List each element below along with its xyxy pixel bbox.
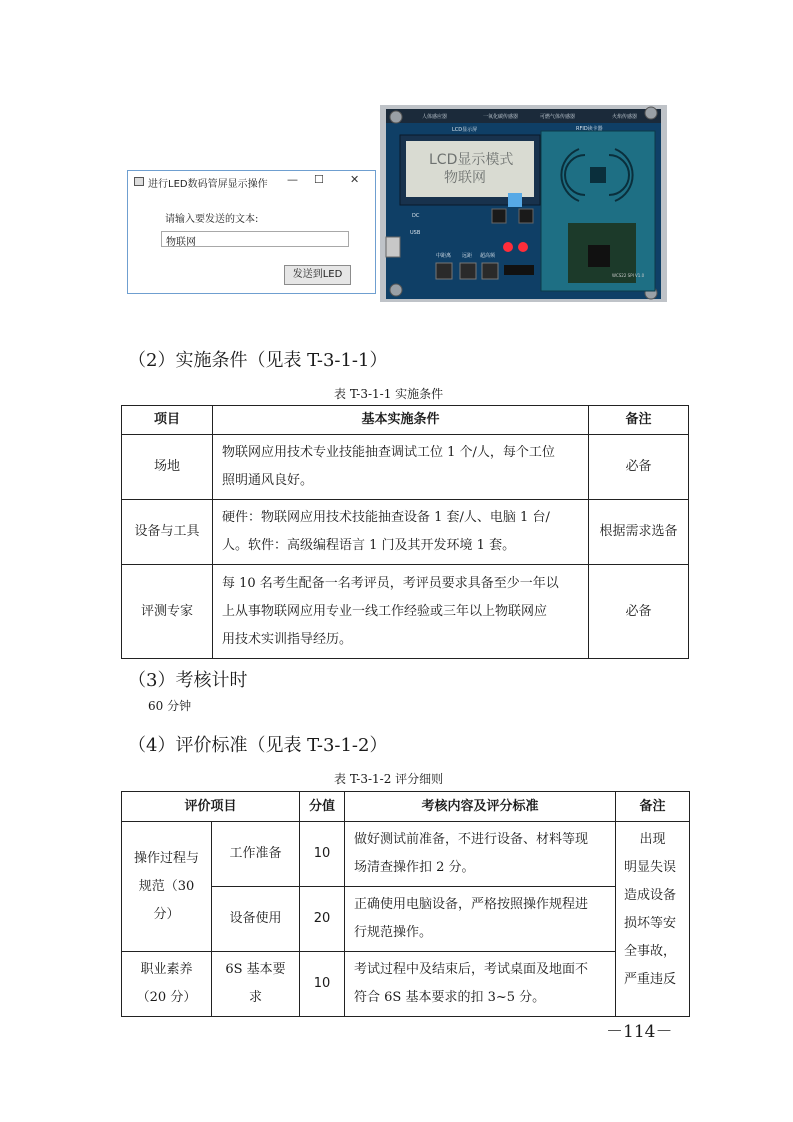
sensor-label: 一氧化碳传感器 <box>483 114 519 120</box>
table-row <box>122 435 689 500</box>
duration-text: 60 分钟 <box>148 699 192 713</box>
sensor-label: 可燃气体传感器 <box>540 114 576 120</box>
page-number: －114－ <box>606 1022 673 1042</box>
text-line: 明显失误 <box>624 860 677 875</box>
score-cell: 10 <box>300 822 345 887</box>
text-prompt-label: 请输入要发送的文本: <box>165 214 259 225</box>
text-line: 用技术实训指导经历。 <box>222 631 353 647</box>
text-line: 全事故， <box>624 944 677 959</box>
note-cell: 根据需求选备 <box>589 500 689 565</box>
table-caption: 表 T-3-1-1 实施条件 <box>334 387 444 401</box>
text-line: 损坏等安 <box>624 916 677 931</box>
text-line: 出现 <box>639 832 666 847</box>
text-line: 职业素养 <box>140 962 193 977</box>
dialog-titlebar <box>128 171 375 193</box>
text-line: 照明通风良好。 <box>222 473 314 488</box>
text-line: 正确使用电脑设备，严格按照操作规程进 <box>354 897 589 912</box>
column-header: 备注 <box>589 406 689 435</box>
send-text-input[interactable]: 物联网 <box>161 231 349 247</box>
dc-label: DC <box>412 213 420 219</box>
text-line: 符合 6S 基本要求的扣 3~5 分。 <box>354 990 546 1005</box>
scoring-table <box>121 791 690 1017</box>
note-cell <box>616 822 690 1017</box>
group-cell <box>122 952 212 1017</box>
table-row <box>122 500 689 565</box>
score-cell: 10 <box>300 952 345 1017</box>
column-header: 基本实施条件 <box>213 406 589 435</box>
text-line: 做好测试前准备，不进行设备、材料等现 <box>354 832 589 847</box>
lcd-label: LCD显示屏 <box>452 127 478 133</box>
led-dialog-window <box>127 170 376 294</box>
column-header: 备注 <box>616 792 690 822</box>
text-line: 造成设备 <box>624 888 677 903</box>
button-label: 远距 <box>462 253 473 259</box>
maximize-icon[interactable]: ☐ <box>314 173 324 186</box>
section-heading: （4）评价标准（见表 T-3-1-2） <box>128 735 388 756</box>
table-row <box>122 822 690 887</box>
sub-item-cell <box>212 952 300 1017</box>
table-header-row <box>122 792 690 822</box>
sensor-label: 人体感应器 <box>422 114 448 120</box>
text-line: 每 10 名考生配备一名考评员，考评员要求具备至少一年以 <box>222 575 559 591</box>
close-icon[interactable]: ✕ <box>350 173 360 186</box>
text-line: 人。软件：高级编程语言 1 门及其开发环境 1 套。 <box>222 538 516 553</box>
text-line: 物联网应用技术专业技能抽查调试工位 1 个/人，每个工位 <box>222 445 555 460</box>
send-to-led-button[interactable]: 发送到LED <box>284 265 351 285</box>
item-cell: 评测专家 <box>122 565 213 659</box>
text-line: 上从事物联网应用专业一线工作经验或三年以上物联网应 <box>222 603 548 619</box>
score-cell: 20 <box>300 887 345 952</box>
section-heading: （2）实施条件（见表 T-3-1-1） <box>128 350 388 371</box>
text-line: 分） <box>153 906 180 922</box>
minimize-icon[interactable]: — <box>287 173 298 186</box>
text-line: 严重违反 <box>624 972 677 987</box>
column-header: 分值 <box>300 792 345 822</box>
criteria-cell <box>345 952 616 1017</box>
condition-cell <box>213 435 589 500</box>
chip-label: WCS22 SPI V1.0 <box>612 273 645 278</box>
note-cell: 必备 <box>589 565 689 659</box>
button-label: 中距离 <box>436 253 452 259</box>
text-line: 场清查操作扣 2 分。 <box>354 860 475 875</box>
text-line: 规范（30 <box>138 878 195 894</box>
column-header: 考核内容及评分标准 <box>345 792 616 822</box>
table-row <box>122 952 690 1017</box>
lcd-line-2: 物联网 <box>444 170 486 186</box>
dialog-title: 进行LED数码管屏显示操作 <box>148 179 268 190</box>
text-line: 硬件：物联网应用技术技能抽查设备 1 套/人、电脑 1 台/ <box>222 510 550 525</box>
text-line: 求 <box>249 990 263 1005</box>
usb-label: USB <box>410 230 421 236</box>
condition-cell <box>213 500 589 565</box>
rfid-label: RFID读卡器 <box>576 126 603 132</box>
column-header: 项目 <box>122 406 213 435</box>
sub-item-cell: 工作准备 <box>212 822 300 887</box>
conditions-table <box>121 405 689 659</box>
condition-cell <box>213 565 589 659</box>
criteria-cell <box>345 887 616 952</box>
text-line: （20 分） <box>136 990 197 1005</box>
text-line: 行规范操作。 <box>354 925 433 940</box>
table-header-row <box>122 406 689 435</box>
hardware-board-photo <box>380 105 667 302</box>
lcd-line-1: LCD显示模式 <box>429 152 514 168</box>
item-cell: 场地 <box>122 435 213 500</box>
group-cell <box>122 822 212 952</box>
sensor-label: 火焰传感器 <box>612 114 638 120</box>
sub-item-cell: 设备使用 <box>212 887 300 952</box>
text-line: 考试过程中及结束后，考试桌面及地面不 <box>354 962 589 977</box>
column-header: 评价项目 <box>122 792 300 822</box>
note-cell: 必备 <box>589 435 689 500</box>
text-line: 6S 基本要 <box>225 962 286 977</box>
text-line: 操作过程与 <box>133 850 199 866</box>
button-label: 超高频 <box>480 253 496 259</box>
table-row <box>122 565 689 659</box>
app-icon <box>134 177 144 186</box>
table-caption: 表 T-3-1-2 评分细则 <box>334 772 444 786</box>
criteria-cell <box>345 822 616 887</box>
section-heading: （3）考核计时 <box>128 670 248 691</box>
item-cell: 设备与工具 <box>122 500 213 565</box>
